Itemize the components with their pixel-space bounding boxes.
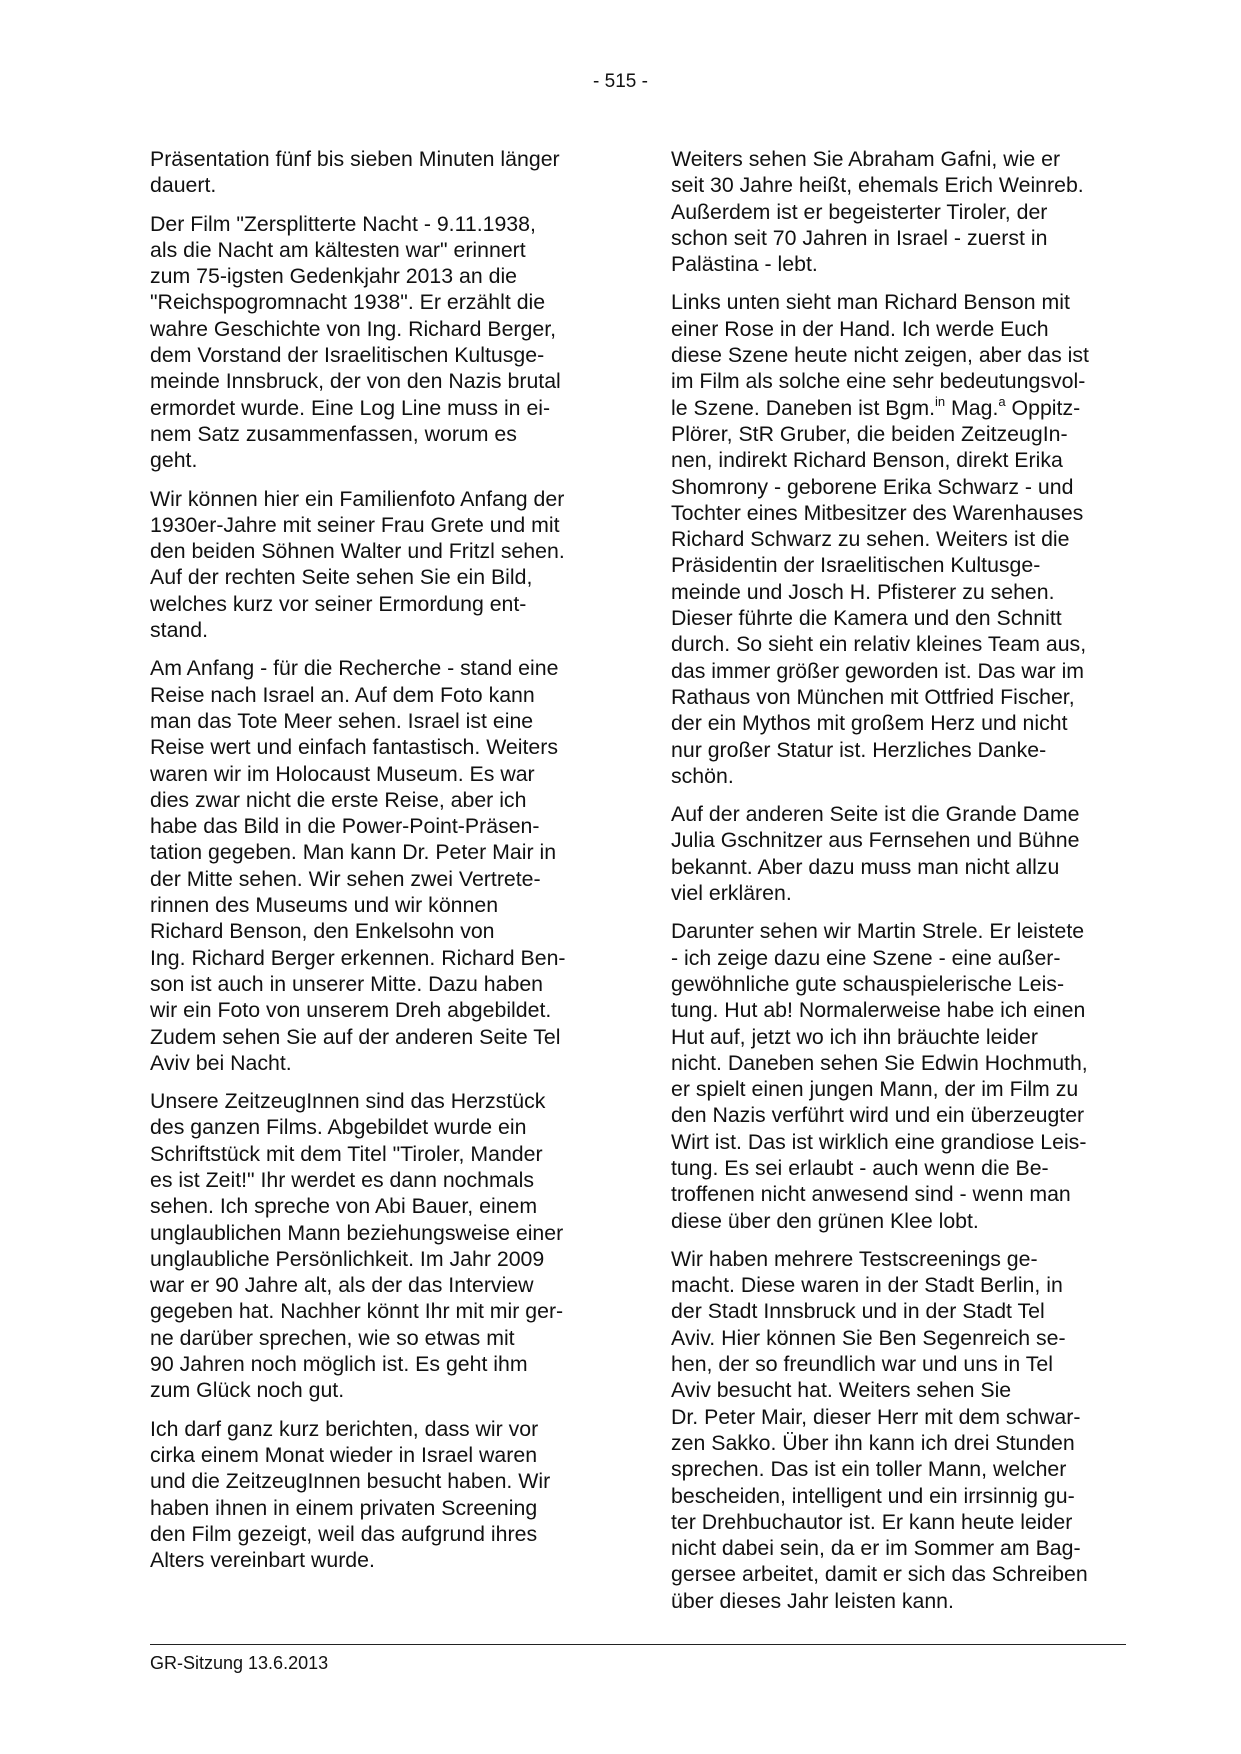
footer-text: GR-Sitzung 13.6.2013 <box>150 1653 329 1673</box>
text-line: "Reichspogromnacht 1938". Er erzählt die <box>150 290 546 315</box>
text-line: - ich zeige dazu eine Szene - eine außer- <box>671 945 1061 970</box>
text-line: Plörer, StR Gruber, die beiden ZeitzeugIn- <box>671 421 1068 446</box>
text-line: Unsere ZeitzeugInnen sind das Herzstück <box>150 1089 546 1114</box>
text-line: nem Satz zusammenfassen, worum es <box>150 421 517 446</box>
text-line: Ich darf ganz kurz berichten, dass wir vor <box>150 1416 539 1441</box>
text-line: Der Film "Zersplitterte Nacht - 9.11.1938, <box>150 211 536 236</box>
text-line: Richard Schwarz zu sehen. Weiters ist die <box>671 527 1070 552</box>
text-line: sprechen. Das ist ein toller Mann, welcher <box>671 1457 1067 1482</box>
text-line: welches kurz vor seiner Ermordung ent- <box>150 591 527 616</box>
text-line: nen, indirekt Richard Benson, direkt Erika <box>671 448 1063 473</box>
text-line: Auf der rechten Seite sehen Sie ein Bild, <box>150 565 533 590</box>
text-line: Auf der anderen Seite ist die Grande Dame <box>671 802 1080 827</box>
text-line: nur großer Statur ist. Herzliches Danke- <box>671 737 1047 762</box>
text-line: tung. Hut ab! Normalerweise habe ich einen <box>671 998 1086 1023</box>
text-line: Aviv besucht hat. Weiters sehen Sie <box>671 1378 1012 1403</box>
text-line: das immer größer geworden ist. Das war im <box>671 658 1085 683</box>
superscript: a <box>998 393 1006 409</box>
text-line: zum 75-igsten Gedenkjahr 2013 an die <box>150 264 518 289</box>
text-line: nicht. Daneben sehen Sie Edwin Hochmuth, <box>671 1050 1088 1075</box>
text-line: Ing. Richard Berger erkennen. Richard Ben- <box>150 945 566 970</box>
text-line: Außerdem ist er begeisterter Tiroler, der <box>671 199 1048 224</box>
text-line: der Mitte sehen. Wir sehen zwei Vertrete- <box>150 866 541 891</box>
text-line: son ist auch in unserer Mitte. Dazu haben <box>150 971 544 996</box>
text-line: unglaubliche Persönlichkeit. Im Jahr 2009 <box>150 1246 545 1271</box>
text-line: le Szene. Daneben ist Bgm.$^{in}$ Mag.$^a$ Oppitz- <box>671 393 1081 420</box>
text-line: Wir haben mehrere Testscreenings ge- <box>671 1246 1038 1271</box>
text-line: schön. <box>671 763 734 788</box>
superscript: in <box>935 393 946 409</box>
text-line: bescheiden, intelligent und ein irrsinnig gu- <box>671 1483 1075 1508</box>
paragraph <box>150 211 605 474</box>
paragraph <box>671 289 1126 789</box>
text-line: er spielt einen jungen Mann, der im Film zu <box>671 1077 1079 1102</box>
paragraph <box>150 655 605 1076</box>
paragraph <box>671 918 1126 1234</box>
text-line: Reise nach Israel an. Auf dem Foto kann <box>150 682 535 707</box>
text-line: im Film als solche eine sehr bedeutungsvol- <box>671 369 1086 394</box>
text-line: wir ein Foto von unserem Dreh abgebildet. <box>150 998 552 1023</box>
paragraph <box>150 1416 605 1574</box>
text-line: Präsentation fünf bis sieben Minuten länger <box>150 147 560 171</box>
text-line: viel erklären. <box>671 881 792 906</box>
text-line: Rathaus von München mit Ottfried Fischer, <box>671 684 1075 709</box>
text-line: waren wir im Holocaust Museum. Es war <box>150 761 535 786</box>
text-line: über dieses Jahr leisten kann. <box>671 1588 954 1613</box>
text-line: 1930er-Jahre mit seiner Frau Grete und mit <box>150 512 560 537</box>
text-line: schon seit 70 Jahren in Israel - zuerst in <box>671 225 1048 250</box>
text-line: cirka einem Monat wieder in Israel waren <box>150 1442 538 1467</box>
text-line: tation gegeben. Man kann Dr. Peter Mair in <box>150 840 557 865</box>
paragraph <box>150 1088 605 1404</box>
text-line: wahre Geschichte von Ing. Richard Berger, <box>150 316 557 341</box>
text-line: Richard Benson, den Enkelsohn von <box>150 919 495 944</box>
text-line: 90 Jahren noch möglich ist. Es geht ihm <box>150 1352 528 1377</box>
text-line: der Stadt Innsbruck und in der Stadt Tel <box>671 1299 1045 1324</box>
paragraph <box>150 486 605 644</box>
text-line: stand. <box>150 618 209 643</box>
text-line: gewöhnliche gute schauspielerische Leis- <box>671 971 1065 996</box>
text-line: Präsidentin der Israelitischen Kultusge- <box>671 553 1041 578</box>
text-line: durch. So sieht ein relativ kleines Team aus, <box>671 632 1087 657</box>
text-line: dem Vorstand der Israelitischen Kultusge- <box>150 343 545 368</box>
footer-divider <box>150 1644 1126 1645</box>
text-line: Dr. Peter Mair, dieser Herr mit dem schwar- <box>671 1404 1081 1429</box>
text-line: rinnen des Museums und wir können <box>150 893 499 918</box>
text-line: diese über den grünen Klee lobt. <box>671 1208 979 1233</box>
text-line: Weiters sehen Sie Abraham Gafni, wie er <box>671 147 1061 171</box>
text-line: den Film gezeigt, weil das aufgrund ihres <box>150 1521 538 1546</box>
text-line: Shomrony - geborene Erika Schwarz - und <box>671 474 1074 499</box>
text-line: Reise wert und einfach fantastisch. Weiters <box>150 735 558 760</box>
text-line: Links unten sieht man Richard Benson mit <box>671 290 1070 315</box>
text-line: zen Sakko. Über ihn kann ich drei Stunden <box>671 1430 1075 1455</box>
text-line: macht. Diese waren in der Stadt Berlin, in <box>671 1273 1063 1298</box>
text-line: Zudem sehen Sie auf der anderen Seite Tel <box>150 1024 561 1049</box>
text-line: dauert. <box>150 173 217 198</box>
right-column <box>671 146 1126 1626</box>
text-line: Wir können hier ein Familienfoto Anfang der <box>150 486 565 511</box>
paragraph <box>671 1246 1126 1614</box>
text-line: Wirt ist. Das ist wirklich eine grandiose Leis- <box>671 1129 1087 1154</box>
text-line: Darunter sehen wir Martin Strele. Er leistete <box>671 919 1085 944</box>
text-line: Tochter eines Mitbesitzer des Warenhauses <box>671 500 1084 525</box>
text-line: Alters vereinbart wurde. <box>150 1548 375 1573</box>
text-line: meinde Innsbruck, der von den Nazis brutal <box>150 369 561 394</box>
paragraph <box>150 146 605 199</box>
text-line: zum Glück noch gut. <box>150 1378 345 1403</box>
text-line: einer Rose in der Hand. Ich werde Euch <box>671 316 1049 341</box>
text-line: ter Drehbuchautor ist. Er kann heute leider <box>671 1509 1073 1534</box>
text-line: Palästina - lebt. <box>671 252 818 277</box>
text-line: meinde und Josch H. Pfisterer zu sehen. <box>671 579 1055 604</box>
text-line: ne darüber sprechen, wie so etwas mit <box>150 1325 515 1350</box>
text-line: Aviv. Hier können Sie Ben Segenreich se- <box>671 1325 1066 1350</box>
text-line: ermordet wurde. Eine Log Line muss in ei- <box>150 395 551 420</box>
text-line: als die Nacht am kältesten war" erinnert <box>150 237 526 262</box>
text-line: nicht dabei sein, da er im Sommer am Bag- <box>671 1536 1081 1561</box>
text-line: unglaublichen Mann beziehungsweise einer <box>150 1220 564 1245</box>
text-line: Am Anfang - für die Recherche - stand eine <box>150 656 559 681</box>
text-line: tung. Es sei erlaubt - auch wenn die Be- <box>671 1155 1049 1180</box>
left-column <box>150 146 605 1585</box>
paragraph <box>671 801 1126 906</box>
text-line: war er 90 Jahre alt, als der das Interview <box>150 1273 534 1298</box>
text-line: und die ZeitzeugInnen besucht haben. Wir <box>150 1469 551 1494</box>
text-line: Dieser führte die Kamera und den Schnitt <box>671 606 1062 631</box>
text-line: habe das Bild in die Power-Point-Präsen- <box>150 814 540 839</box>
text-line: bekannt. Aber dazu muss man nicht allzu <box>671 854 1060 879</box>
text-line: seit 30 Jahre heißt, ehemals Erich Weinreb. <box>671 173 1084 198</box>
text-line: diese Szene heute nicht zeigen, aber das ist <box>671 343 1089 368</box>
paragraph <box>671 146 1126 277</box>
text-line: gersee arbeitet, damit er sich das Schreiben <box>671 1562 1088 1587</box>
page-number: - 515 - <box>593 71 648 92</box>
text-line: sehen. Ich spreche von Abi Bauer, einem <box>150 1194 538 1219</box>
text-line: man das Tote Meer sehen. Israel ist eine <box>150 708 534 733</box>
text-line: haben ihnen in einem privaten Screening <box>150 1495 538 1520</box>
text-line: den Nazis verführt wird und ein überzeugter <box>671 1103 1085 1128</box>
text-line: es ist Zeit!" Ihr werdet es dann nochmals <box>150 1167 534 1192</box>
text-line: Aviv bei Nacht. <box>150 1050 292 1075</box>
text-line: geht. <box>150 448 198 473</box>
text-line: hen, der so freundlich war und uns in Tel <box>671 1352 1054 1377</box>
text-line: dies zwar nicht die erste Reise, aber ich <box>150 787 527 812</box>
text-line: Julia Gschnitzer aus Fernsehen und Bühne <box>671 828 1080 853</box>
text-line: Hut auf, jetzt wo ich ihn bräuchte leider <box>671 1024 1038 1049</box>
text-line: gegeben hat. Nachher könnt Ihr mit mir ger- <box>150 1299 564 1324</box>
text-line: Schriftstück mit dem Titel "Tiroler, Mander <box>150 1141 543 1166</box>
text-line: der ein Mythos mit großem Herz und nicht <box>671 711 1068 736</box>
text-line: des ganzen Films. Abgebildet wurde ein <box>150 1115 527 1140</box>
text-line: troffenen nicht anwesend sind - wenn man <box>671 1182 1071 1207</box>
text-line: den beiden Söhnen Walter und Fritzl sehen. <box>150 539 565 564</box>
